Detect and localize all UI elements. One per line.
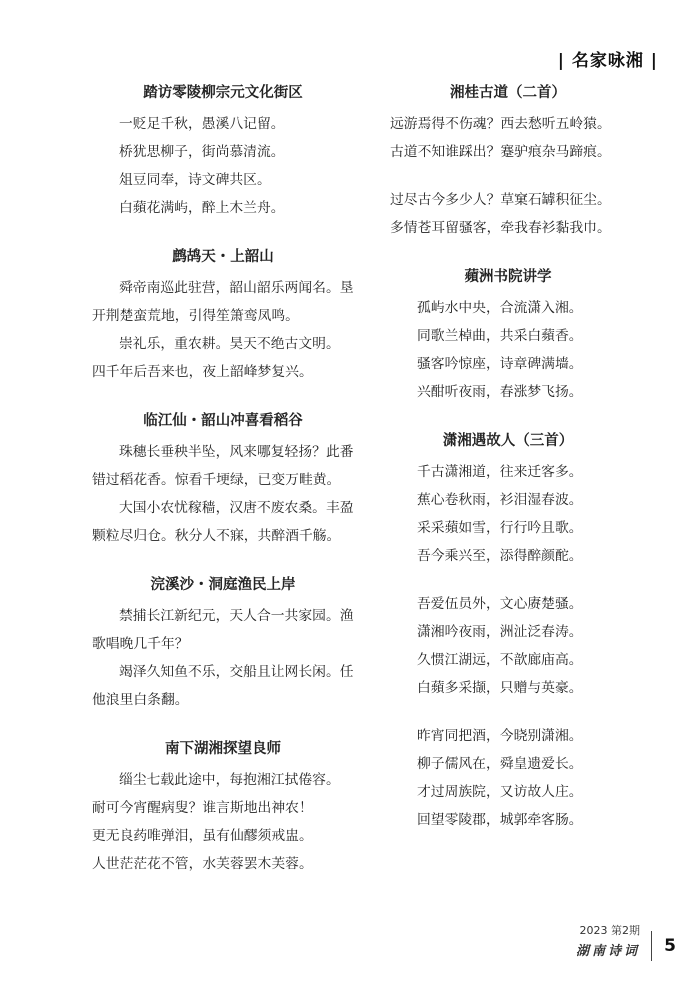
poem-line: 多情苍耳留骚客，牵我春衫黏我巾。 (390, 220, 611, 236)
poem-line: 白蘋花满屿，醉上木兰舟。 (119, 200, 285, 216)
poem-line: 才过周族院，又访故人庄。 (417, 784, 583, 800)
poem-ancient-road (390, 82, 626, 242)
poem-paragraph: 崇礼乐，重农耕。昊天不绝古文明。 (119, 336, 340, 352)
poem-line: 久惯江湖远，不歆廊庙高。 (417, 652, 583, 668)
poem-teacher (92, 738, 354, 878)
poem-paragraph: 大国小农忧稼穑，汉唐不废农桑。丰盈颗粒尽归仓。秋分人不寐，共醉酒千觞。 (92, 500, 354, 544)
poem-line: 更无良药唯弹泪，虽有仙醪须戒盅。 (92, 828, 313, 844)
poem-paragraph: 珠穗长垂秧半坠，风来哪复轻扬？此番错过稻花香。惊看千埂绿，已变万畦黄。 (92, 444, 354, 488)
poem-line: 一贬足千秋，愚溪八记留。 (119, 116, 285, 132)
poem-line: 潇湘吟夜雨，洲沚泛春涛。 (417, 624, 583, 640)
poem-line: 古道不知谁踩出？蹇驴痕杂马蹄痕。 (390, 144, 611, 160)
poem-title: 湘桂古道（二首） (450, 84, 566, 101)
poem-line: 俎豆同奉，诗文碑共区。 (119, 172, 271, 188)
poem-line: 远游焉得不伤魂？西去愁听五岭猿。 (390, 116, 611, 132)
right-column (390, 82, 626, 834)
journal-logo: 湖南诗词 (575, 944, 640, 959)
poem-fishermen (92, 574, 354, 714)
poem-line: 同歌兰棹曲，共采白蘋香。 (417, 328, 583, 344)
poem-liuzongyuan (92, 82, 354, 222)
poem-line: 骚客吟惊座，诗章碑满墙。 (417, 356, 583, 372)
section-header: | 名家咏湘 | (557, 51, 658, 71)
poem-line: 过尽古今多少人？草窠石罅积征尘。 (390, 192, 611, 208)
poem-title: 潇湘遇故人（三首） (442, 432, 574, 449)
poem-line: 千古潇湘道，往来迁客多。 (417, 464, 583, 480)
poem-line: 孤屿水中央，合流潇入湘。 (417, 300, 583, 316)
poem-line: 回望零陵郡，城郭牵客肠。 (417, 812, 583, 828)
poem-line: 缁尘七载此途中，每抱湘江拭倦容。 (119, 772, 340, 788)
poem-line: 蕉心卷秋雨，衫泪湿春波。 (417, 492, 583, 508)
poem-old-friend (390, 430, 626, 834)
left-column (92, 82, 354, 878)
poem-title: 南下湖湘探望良师 (165, 740, 281, 757)
poem-line: 柳子儒风在，舜皇遗爱长。 (417, 756, 583, 772)
poem-line: 昨宵同把酒，今晓别潇湘。 (417, 728, 583, 744)
footer-divider (651, 931, 652, 961)
poem-line: 吾爱伍员外，文心赓楚骚。 (417, 596, 583, 612)
poem-line: 人世茫茫花不管，水芙蓉罢木芙蓉。 (92, 856, 313, 872)
poem-line: 白蘋多采撷，只赠与英豪。 (417, 680, 583, 696)
poem-paragraph: 舜帝南巡此驻营，韶山韶乐两闻名。垦开荆楚蛮荒地，引得笙箫鸾凤鸣。 (92, 280, 354, 324)
poem-title: 浣溪沙・洞庭渔民上岸 (150, 576, 296, 593)
poem-title: 踏访零陵柳宗元文化街区 (143, 84, 303, 101)
poem-title: 临江仙・韶山冲喜看稻谷 (143, 412, 303, 429)
poem-paragraph: 竭泽久知鱼不乐，交船且让网长闲。任他浪里白条翻。 (92, 664, 354, 708)
issue-label: 2023 第2期 (579, 924, 640, 937)
poem-line: 耐可今宵醒病叟？谁言斯地出神农！ (92, 800, 313, 816)
poem-paragraph: 四千年后吾来也，夜上韶峰梦复兴。 (92, 364, 313, 380)
poem-rice (92, 410, 354, 550)
poem-line: 桥犹思柳子，街尚慕清流。 (119, 144, 285, 160)
poem-line: 采采蘋如雪，行行吟且歌。 (417, 520, 583, 536)
poem-title: 蘋洲书院讲学 (464, 268, 552, 285)
poem-line: 吾今乘兴至，添得醉颜酡。 (417, 548, 583, 564)
poem-title: 鹧鸪天・上韶山 (172, 248, 274, 265)
poem-pingzhou-academy (390, 266, 626, 406)
page-footer (576, 922, 640, 959)
poem-paragraph: 禁捕长江新纪元，天人合一共家园。渔歌唱晚几千年？ (92, 608, 354, 652)
poem-shaoshan (92, 246, 354, 386)
page-number: 5 (664, 936, 676, 956)
poem-line: 兴酣听夜雨，春涨梦飞扬。 (417, 384, 583, 400)
